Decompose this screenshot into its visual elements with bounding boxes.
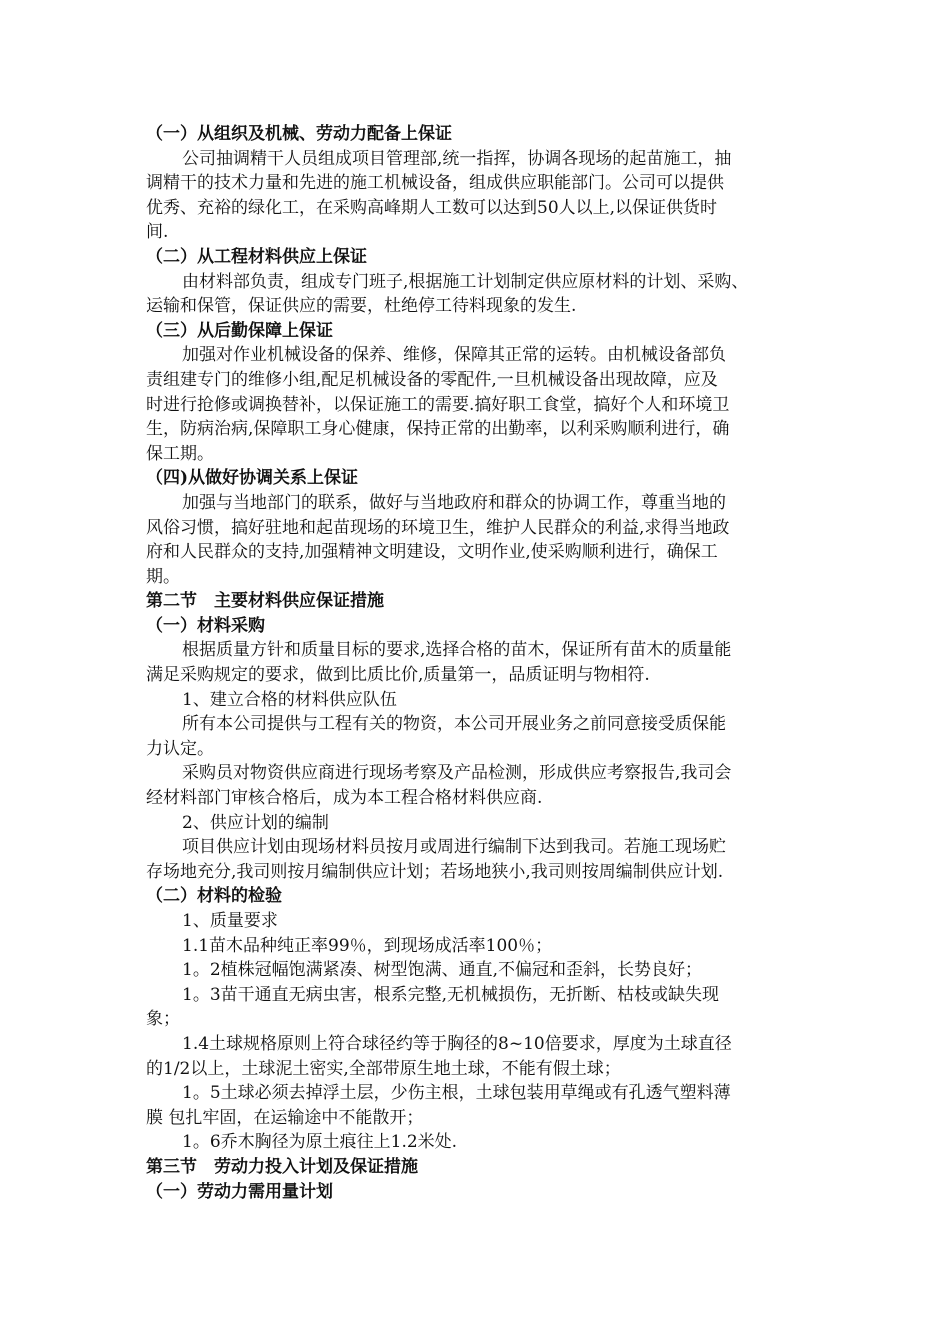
list-item: 1.1苗木品种纯正率99％，到现场成活率100％； xyxy=(182,935,553,956)
section-heading: （三）从后勤保障上保证 xyxy=(146,320,333,341)
list-item-continued: 的1/2以上，土球泥土密实,全部带原生地土球，不能有假土球； xyxy=(146,1058,621,1079)
list-item: 1。5土球必须去掉浮土层，少伤主根，土球包装用草绳或有孔透气塑料薄 xyxy=(182,1083,731,1104)
paragraph-line: 时进行抢修或调换替补，以保证施工的需要.搞好职工食堂，搞好个人和环境卫 xyxy=(146,394,730,415)
section-heading: （一）从组织及机械、劳动力配备上保证 xyxy=(146,124,452,144)
paragraph-line: 保工期。 xyxy=(146,443,214,464)
paragraph-line: 调精干的技术力量和先进的施工机械设备，组成供应职能部门。公司可以提供 xyxy=(146,173,724,194)
list-item: 1。3苗干通直无病虫害，根系完整,无机械损伤，无折断、枯枝或缺失现 xyxy=(182,984,720,1005)
paragraph-line: 公司抽调精干人员组成项目管理部,统一指挥，协调各现场的起苗施工，抽 xyxy=(182,148,732,169)
section-heading: （一）劳动力需用量计划 xyxy=(146,1181,333,1202)
paragraph-line: 所有本公司提供与工程有关的物资，本公司开展业务之前同意接受质保能 xyxy=(182,714,726,735)
paragraph-line: 优秀、充裕的绿化工，在采购高峰期人工数可以达到50人以上,以保证供货时 xyxy=(146,197,718,218)
list-item-continued: 象； xyxy=(146,1009,180,1030)
paragraph-line: 满足采购规定的要求，做到比质比价,质量第一，品质证明与物相符. xyxy=(146,665,650,686)
list-item: 1。2植株冠幅饱满紧凑、树型饱满、通直,不偏冠和歪斜，长势良好； xyxy=(182,960,703,981)
section-heading: （二）从工程材料供应上保证 xyxy=(146,246,367,267)
subsection-title: 2、供应计划的编制 xyxy=(182,812,329,833)
paragraph-line: 根据质量方针和质量目标的要求,选择合格的苗木，保证所有苗木的质量能 xyxy=(182,640,732,661)
list-item: 1。6乔木胸径为原土痕往上1.2米处. xyxy=(182,1132,458,1153)
paragraph-line: 采购员对物资供应商进行现场考察及产品检测，形成供应考察报告,我司会 xyxy=(182,763,732,784)
paragraph-line: 经材料部门审核合格后，成为本工程合格材料供应商. xyxy=(146,788,543,809)
section-heading: （一）材料采购 xyxy=(146,615,265,636)
paragraph-line: 由材料部负责，组成专门班子,根据施工计划制定供应原材料的计划、采购、 xyxy=(182,271,749,292)
paragraph-line: 运输和保管，保证供应的需要，杜绝停工待料现象的发生. xyxy=(146,296,577,317)
section-heading: （四)从做好协调关系上保证 xyxy=(146,468,359,489)
paragraph-line: 风俗习惯，搞好驻地和起苗现场的环境卫生，维护人民群众的利益,求得当地政 xyxy=(146,517,730,538)
paragraph-line: 府和人民群众的支持,加强精神文明建设，文明作业,使采购顺利进行，确保工 xyxy=(146,542,718,563)
section-heading: （二）材料的检验 xyxy=(146,886,282,907)
paragraph-line: 存场地充分,我司则按月编制供应计划；若场地狭小,我司则按周编制供应计划. xyxy=(146,861,724,882)
document-page xyxy=(146,122,816,1204)
list-item: 1.4土球规格原则上符合球径约等于胸径的8~10倍要求，厚度为土球直径 xyxy=(182,1033,732,1054)
paragraph-line: 加强对作业机械设备的保养、维修，保障其正常的运转。由机械设备部负 xyxy=(182,345,726,366)
chapter-heading: 第三节 劳动力投入计划及保证措施 xyxy=(146,1156,418,1177)
paragraph-line: 生，防病治病,保障职工身心健康，保持正常的出勤率，以利采购顺利进行，确 xyxy=(146,419,730,440)
chapter-heading: 第二节 主要材料供应保证措施 xyxy=(146,591,384,612)
paragraph-line: 责组建专门的维修小组,配足机械设备的零配件,一旦机械设备出现故障，应及 xyxy=(146,369,718,390)
paragraph-line: 期。 xyxy=(146,566,180,587)
paragraph-line: 项目供应计划由现场材料员按月或周进行编制下达到我司。若施工现场贮 xyxy=(182,837,726,858)
list-item-continued: 膜 包扎牢固，在运输途中不能散开； xyxy=(146,1107,424,1128)
paragraph-line: 间. xyxy=(146,222,169,243)
subsection-title: 1、质量要求 xyxy=(182,911,278,931)
paragraph-line: 加强与当地部门的联系，做好与当地政府和群众的协调工作，尊重当地的 xyxy=(182,492,726,513)
paragraph-line: 力认定。 xyxy=(146,738,214,759)
subsection-title: 1、建立合格的材料供应队伍 xyxy=(182,689,397,710)
